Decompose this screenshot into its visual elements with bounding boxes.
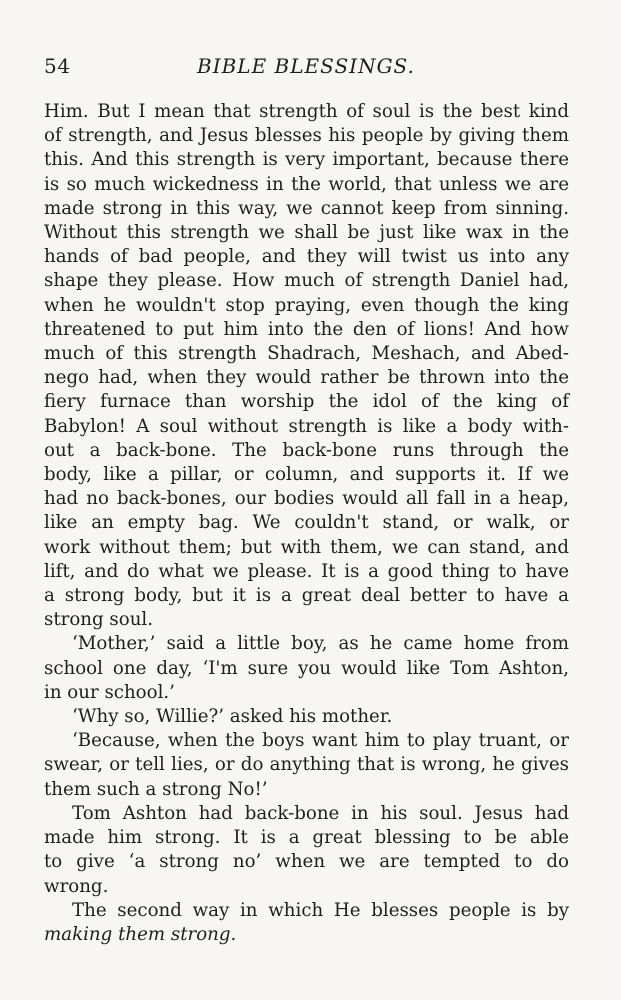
text-line: is so much wickedness in the world, that unless we are [44, 173, 569, 195]
text-line: body, like a pillar, or column, and supports it. If we [44, 464, 569, 486]
body-text [44, 100, 569, 947]
dialogue-line: school one day, ‘I'm sure you would like Tom Ashton, [44, 657, 569, 679]
text-line: nego had, when they would rather be thrown into the [44, 367, 569, 389]
dialogue-line: ‘Why so, Willie?’ asked his mother. [72, 706, 393, 728]
text-line: strong soul. [44, 609, 154, 631]
text-line: fiery furnace than worship the idol of the king of [44, 391, 569, 413]
text-line: out a back-bone. The back-bone runs through the [44, 439, 569, 461]
dialogue-line: in our school.’ [44, 681, 175, 703]
text-line: much of this strength Shadrach, Meshach, and Abed- [44, 343, 569, 365]
text-line: lift, and do what we please. It is a good thing to have [44, 560, 569, 582]
dialogue-line: them such a strong No!’ [44, 778, 268, 800]
dialogue-line: swear, or tell lies, or do anything that is wrong, he gives [44, 754, 569, 776]
text-line: The second way in which He blesses people is by [72, 899, 569, 921]
text-line: to give ‘a strong no’ when we are tempted to do [44, 851, 569, 873]
text-line: of strength, and Jesus blesses his people by giving them [44, 125, 569, 147]
text-line: work without them; but with them, we can stand, and [44, 536, 569, 558]
italic-text-line: making them strong. [44, 923, 237, 945]
text-line: Tom Ashton had back-bone in his soul. Jesus had [72, 802, 569, 824]
text-line: Babylon! A soul without strength is like a body with- [44, 415, 569, 437]
running-title: BIBLE BLESSINGS. [197, 54, 415, 78]
page-header [44, 54, 569, 88]
text-line: made strong in this way, we cannot keep from sinning. [44, 197, 569, 219]
text-line: wrong. [44, 875, 109, 897]
dialogue-line: ‘Mother,’ said a little boy, as he came home from [72, 633, 569, 655]
text-line: threatened to put him into the den of lions! And how [44, 318, 569, 340]
text-line: shape they please. How much of strength Daniel had, [44, 270, 569, 292]
text-line: Him. But I mean that strength of soul is the best kind [44, 101, 569, 122]
text-line: like an empty bag. We couldn't stand, or walk, or [44, 512, 569, 534]
text-line: a strong body, but it is a great deal better to have a [44, 585, 569, 607]
dialogue-line: ‘Because, when the boys want him to play truant, or [72, 730, 569, 752]
text-line: made him strong. It is a great blessing to be able [44, 827, 569, 849]
text-line: this. And this strength is very important, because there [44, 149, 569, 171]
text-line: had no back-bones, our bodies would all fall in a heap, [44, 488, 569, 510]
page-number: 54 [44, 54, 71, 78]
text-line: hands of bad people, and they will twist us into any [44, 246, 569, 268]
text-line: Without this strength we shall be just like wax in the [44, 222, 569, 244]
text-line: when he wouldn't stop praying, even though the king [44, 294, 569, 316]
